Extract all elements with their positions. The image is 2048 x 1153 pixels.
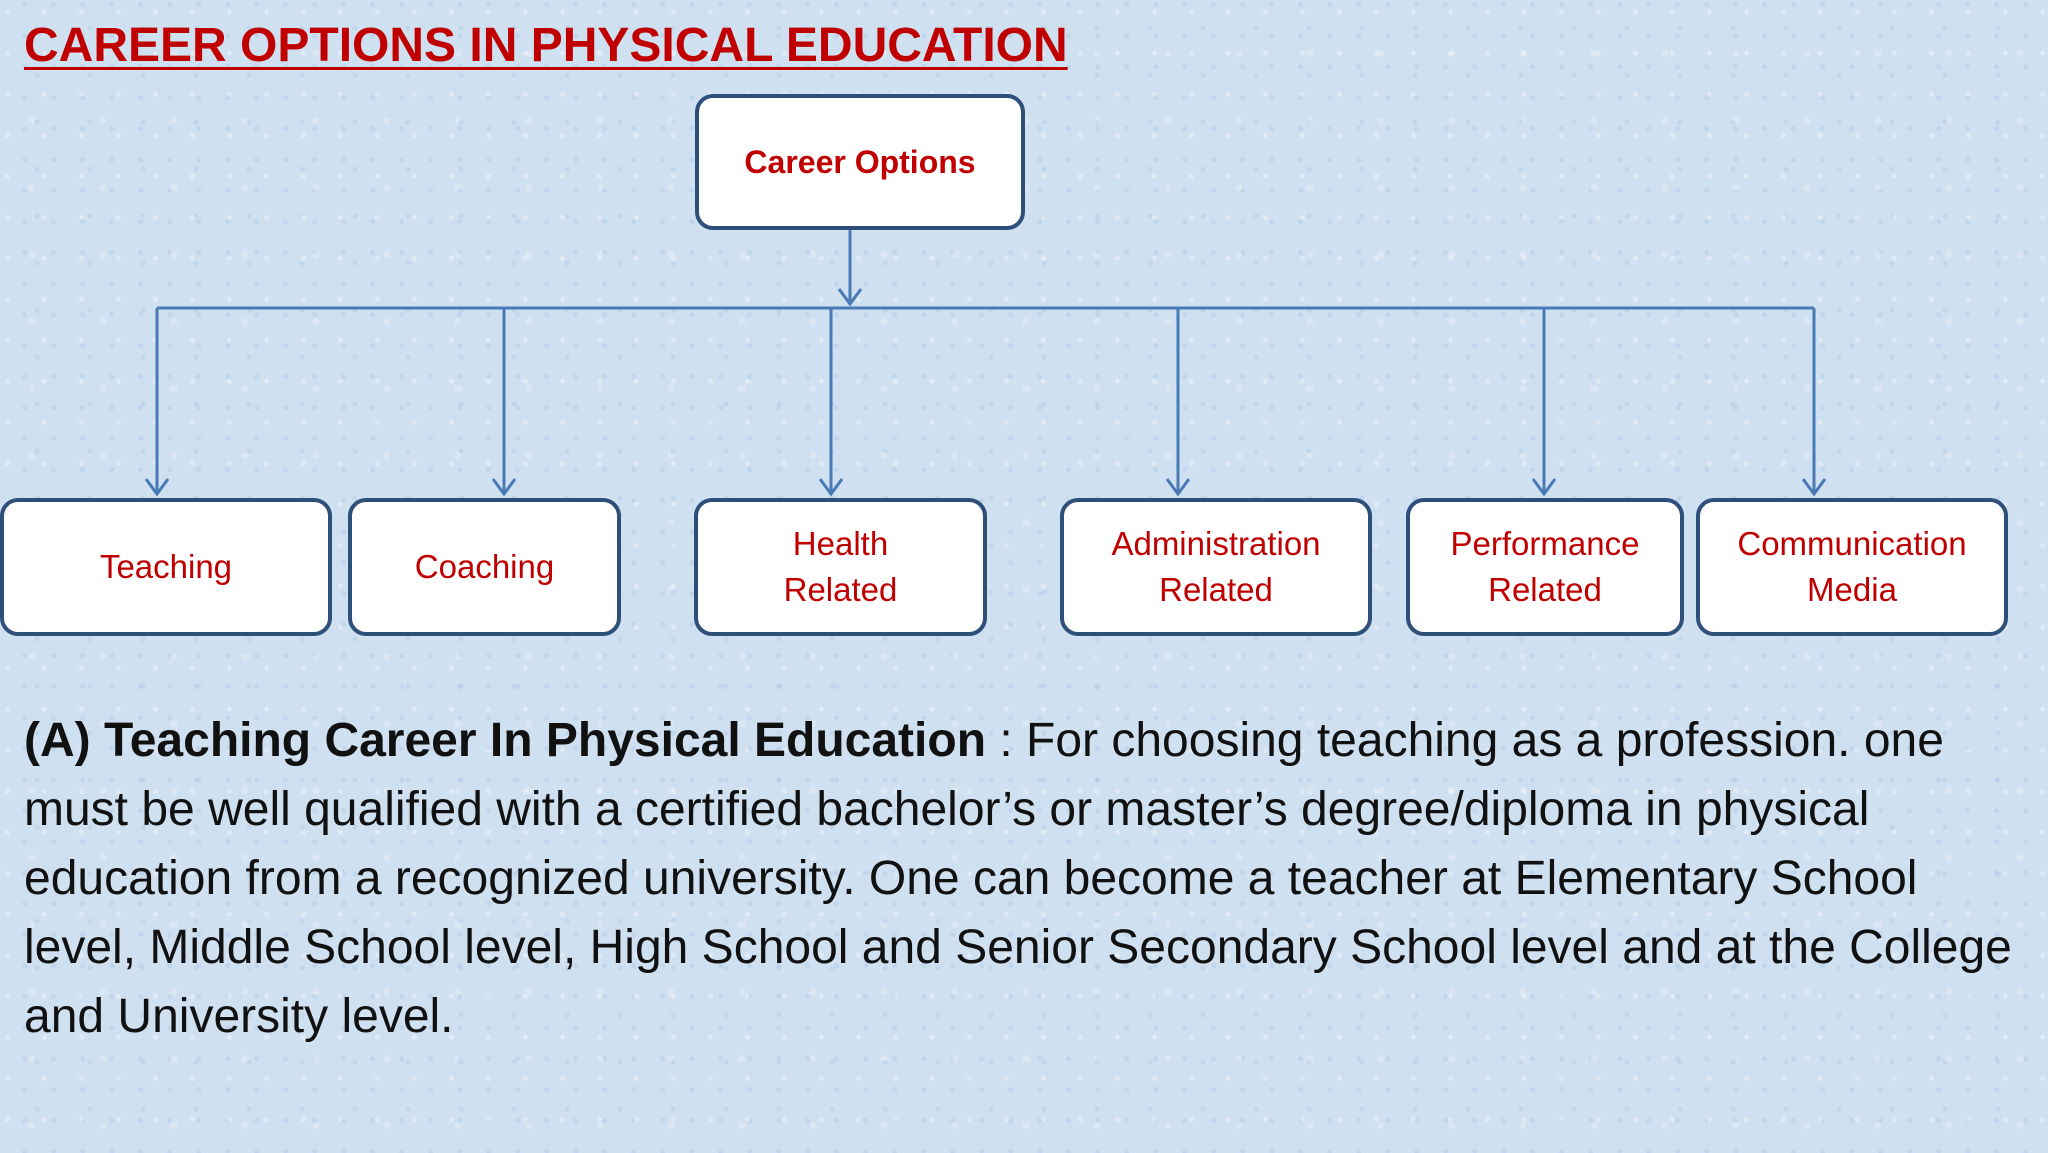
career-options-node: Career Options [695, 94, 1025, 230]
health-related-node: Health Related [694, 498, 987, 636]
paragraph-heading: (A) Teaching Career In Physical Education [24, 714, 987, 767]
teaching-node: Teaching [0, 498, 332, 636]
teaching-career-paragraph [24, 706, 2024, 1051]
slide-title: CAREER OPTIONS IN PHYSICAL EDUCATION [24, 19, 1068, 72]
performance-related-node: Performance Related [1406, 498, 1684, 636]
communication-media-node: Communication Media [1696, 498, 2008, 636]
paragraph-body: : For choosing teaching as a profession. one must be well qualified with a certified bachelor’s or master’s degree/diploma in physical education from a recognized university. One can become a teacher at Elementary School level, Middle School level, High School and Senior Secondary School level and at the College and University level. [24, 714, 2012, 1043]
administration-related-node: Administration Related [1060, 498, 1372, 636]
coaching-node: Coaching [348, 498, 621, 636]
